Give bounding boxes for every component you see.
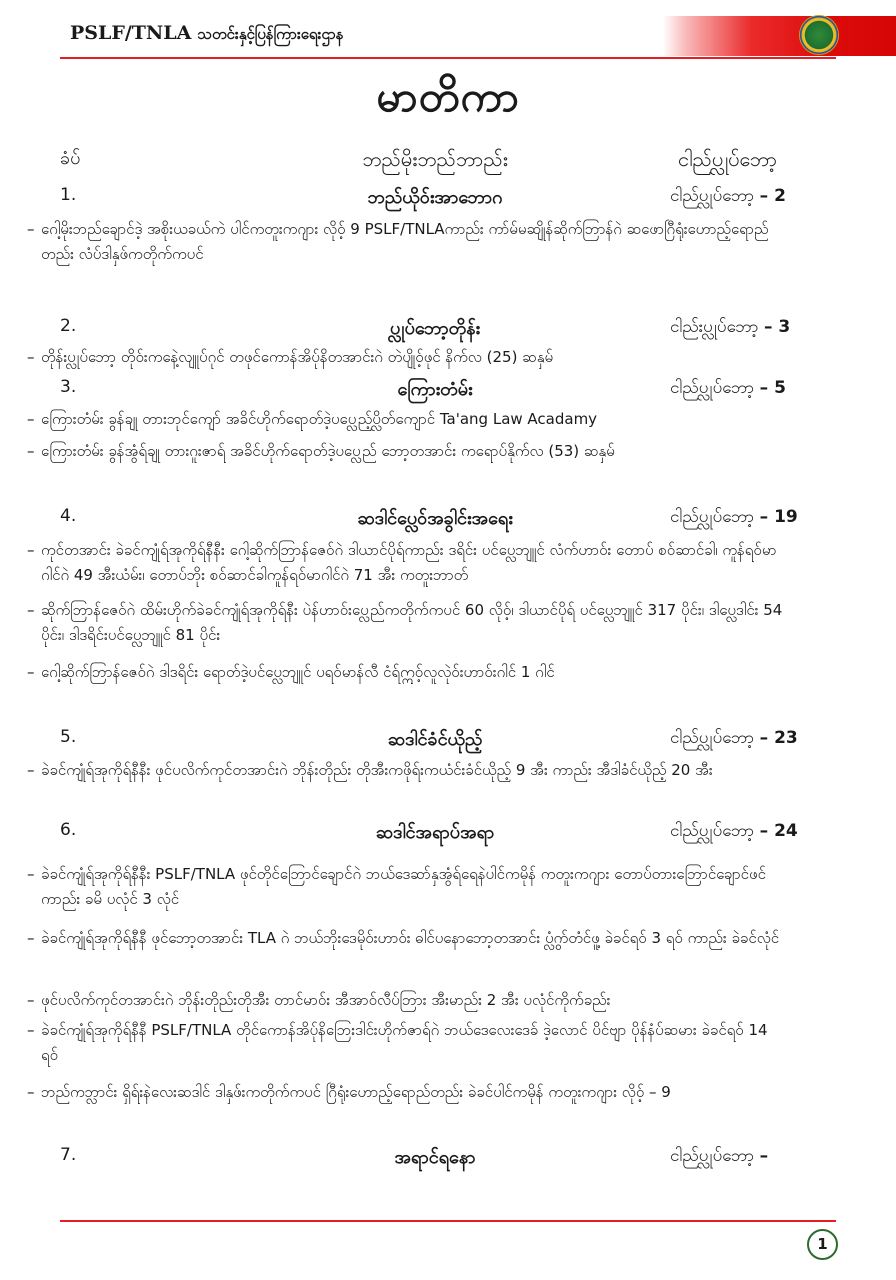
entry-page: ငါည်းပ္လုပ်ဘော့ – 3 [670,317,791,337]
entry-page: ငါည်ပ္လုပ်ဘော့ – 24 [670,821,798,841]
header-title-latin: PSLF/TNLA [70,22,192,44]
header-title [70,22,344,47]
entry-bullet: – ကုင်တအာင်း ခဲခင်ကျုံရ်အုကိုရ်နီနီး ဂေါ့ဆိုက်ဘြာန်ဇေဝ်ဂဲ ဒါယာင်ပိုရ်ကာည်း ဒရိင်း ပင်ပ္လေဘျူင် လံက်ဟာဝ်း တောပ် စဝ်ဆာင်ခါ၊ ကူန်ရဝ်မာဂါင်ဂဲ 49 အီးယံမ်း၊ တောပ်ဘိုး စဝ်ဆာင်ခါကူန်ရဝ်မာဂါင်ဂဲ 71 အီး ကတူးဘာတ် [27,541,777,584]
entry-title: အရာင်ရနော [394,1147,476,1168]
entry-title: ဘည်ယိုဝ်းအာဘောဂ [367,187,503,208]
entry-number: 3. [60,377,77,397]
page-number: 1 [807,1229,838,1260]
entry-bullet: – ဂေါ့ဆိုက်ဘြာန်ဇေဝ်ဂဲ ဒါဒရိင်း ရောတ်ဒဲ့ပင်ပ္လေဘျူင် ပရဝ်မာန်လီ ငံရ်ဣဝ့်လူလုဲဝ်းဟာဝ်းဂါင် 1 ဂါင် [27,663,555,681]
entry-page: ငါည်ပ္လုပ်ဘော့ – 19 [670,507,798,527]
entry-bullet: – တိုန်းပ္လုပ်ဘော့ တိုဝ်းကနေဲ့လျူပ်ဂုင် တဖုင်ကောန်အိပ်ုနိတအာင်းဂဲ တဲပျိုဝ့်ဖုင် နိက်လ (25) ဆနှမ် [27,348,554,366]
entry-title: ပ္လုပ်ဘော့တိုန်း [389,318,481,339]
header-red-band [663,16,896,56]
entry-bullet: – ခဲခင်ကျုံရ်အုကိုရ်နီနီး PSLF/TNLA ဖုင်တိုင်ဘြောင်ချောင်ဂဲ ဘယ်ဒေဆာ်နှအွံရ်ရေနဲပါင်ကမိုန် ကတူးကဂျား တောပ်တားဘြောင်ချောင်ဖင် ကာည်း ခမိ ပလုံင် 3 လုံင် [27,865,766,908]
entry-page: ငါည်ပ္လုပ်ဘော့ – 23 [670,728,798,748]
entry-number: 2. [60,316,77,336]
entry-title: ဆဒါင်အရာပ်အရာ [375,822,495,843]
entry-number: 5. [60,727,77,747]
entry-bullet: – ဆိုက်ဘြာန်ဇေဝ်ဂဲ ထိမ်းဟိုက်ခဲခင်ကျုံရ်အုကိုရ်နီး ပဲန်ဟာဝ်းပ္လေည်ကတိုက်ကပင် 60 လိုဝ့်၊ ဒါယာင်ပိုရ် ပင်ပ္လေဘျူင် 317 ပိုင်း၊ ဒါပ္လေဒါင်း 54 ပိုင်း၊ ဒါဒရိင်းပင်ပ္လေဘျူင် 81 ပိုင်း [27,601,783,644]
footer-divider [60,1220,836,1222]
entry-page: ငါည်ပ္လုပ်ဘော့ – 5 [670,378,786,398]
entry-bullet: – ခဲခင်ကျုံရ်အုကိုရ်နီနီး ဖုင်ပလိက်ကုင်တအာင်းဂဲ ဘိုန်းတိုည်း တိုအီးကဖိုရ်းကယံင်းခံင်ယိုည့် 9 အီး ကာည်း အီဒါခံင်ယိုည့် 20 အီး [27,761,713,779]
entry-title: ကြေားတံမ်း [397,379,473,400]
table-of-contents-title: မာတိကာ [376,72,520,121]
entry-number: 7. [60,1145,77,1165]
entry-bullet: – ခဲခင်ကျုံရ်အုကိုရ်နီနီ PSLF/TNLA တိုင်ကောန်အိပ်ုနိဘြေးဒါင်းဟိုက်ဇာရ်ဂဲ ဘယ်ဒေလေးဒေခ် ဒဲ့လောင် ပိင်ဗျာ ပိုန်နံပ်ဆမား ခဲခင်ရဝ် 14 ရဝ် [27,1021,768,1064]
column-header-subject: ဘည်မိုးဘည်ဘာည်း [362,147,508,171]
entry-bullet: – ဂေါ့မိုးဘည်ချောင်ဒဲ့ အစိုးယခယ်ကဲ ပါင်ကတူးကဂျား လိုဝ့် 9 PSLF/TNLAကာည်း ကာ်မ်မဆျိုန်ဆိုက်ဘြာန်ဂဲ ဆဖောဂြီရုံးဟောည့်ရောည်တည်း လံပ်ဒါနှဖ်ကတိုက်ကပင် [27,220,769,263]
entry-bullet: – ကြေားတံမ်း ခွန်အွံရ်ချု တားဂူးဇာရ် အခိင်ဟိုက်ရောတ်ဒဲ့ပပ္လေည် ဘော့တအာင်း ကရောပ်နိုက်လ (53) ဆနှမ် [27,442,615,460]
entry-number: 1. [60,185,77,205]
organization-logo-icon [800,16,838,54]
entry-bullet: – ဘည်ကဘ္လာင်း ရှိရ်းနဲလေးဆဒါင် ဒါနှဖ်းကတိုက်ကပင် ဂြီရုံးဟောည့်ရောည်တည်း ခဲခင်ပါင်ကမိုန် ကတူးကဂျား လိုဝ့် – 9 [27,1083,671,1101]
page-header [0,0,896,62]
entry-bullet: – ဖုင်ပလိက်ကုင်တအာင်းဂဲ ဘိုန်းတိုည်းတိုအီး တာင်မာဝ်း အီအာဝ်လီပ်ဘြား အီးမာည်း 2 အီး ပလုံင်ကိုက်ခည်း [27,991,611,1009]
entry-page: ငါည်ပ္လုပ်ဘော့ – 2 [670,186,786,206]
entry-number: 4. [60,506,77,526]
entry-bullet: – ကြေားတံမ်း ခွန်ချု တားဘုင်ကျော် အခိင်ဟိုက်ရောတ်ဒဲ့ပပ္လေည့်ပ္လိတ်ကျောင် Ta'ang Law Acadamy [27,410,598,428]
column-header-chapter: ခံပ် [60,148,81,169]
entry-title: ဆဒါင်ပ္လေဝ်အခွါင်းအရေး [357,508,513,529]
header-title-myanmar: သတင်းနှင့်ပြန်ကြားရေးဌာန [197,25,344,43]
column-header-page: ငါည်ပ္လုပ်ဘော့ [678,147,778,171]
header-divider [60,57,836,59]
column-headers [60,146,836,176]
entry-title: ဆဒါင်ခံင်ယိုည့် [387,729,483,750]
entry-bullet: – ခဲခင်ကျုံရ်အုကိုရ်နီနီ ဖုင်ဘော့တအာင်း TLA ဂဲ ဘယ်ဘိုးဒေမိုဝ်းဟာဝ်း ဓါင်ပနောဘော့တအာင်း ပ္လွံက်တံင်ဖူ့ ခဲခင်ရဝ် 3 ရဝ် ကာည်း ခဲခင်လုံင် [27,929,780,947]
entry-number: 6. [60,820,77,840]
entry-page: ငါည်ပ္လုပ်ဘော့ – [670,1146,769,1166]
